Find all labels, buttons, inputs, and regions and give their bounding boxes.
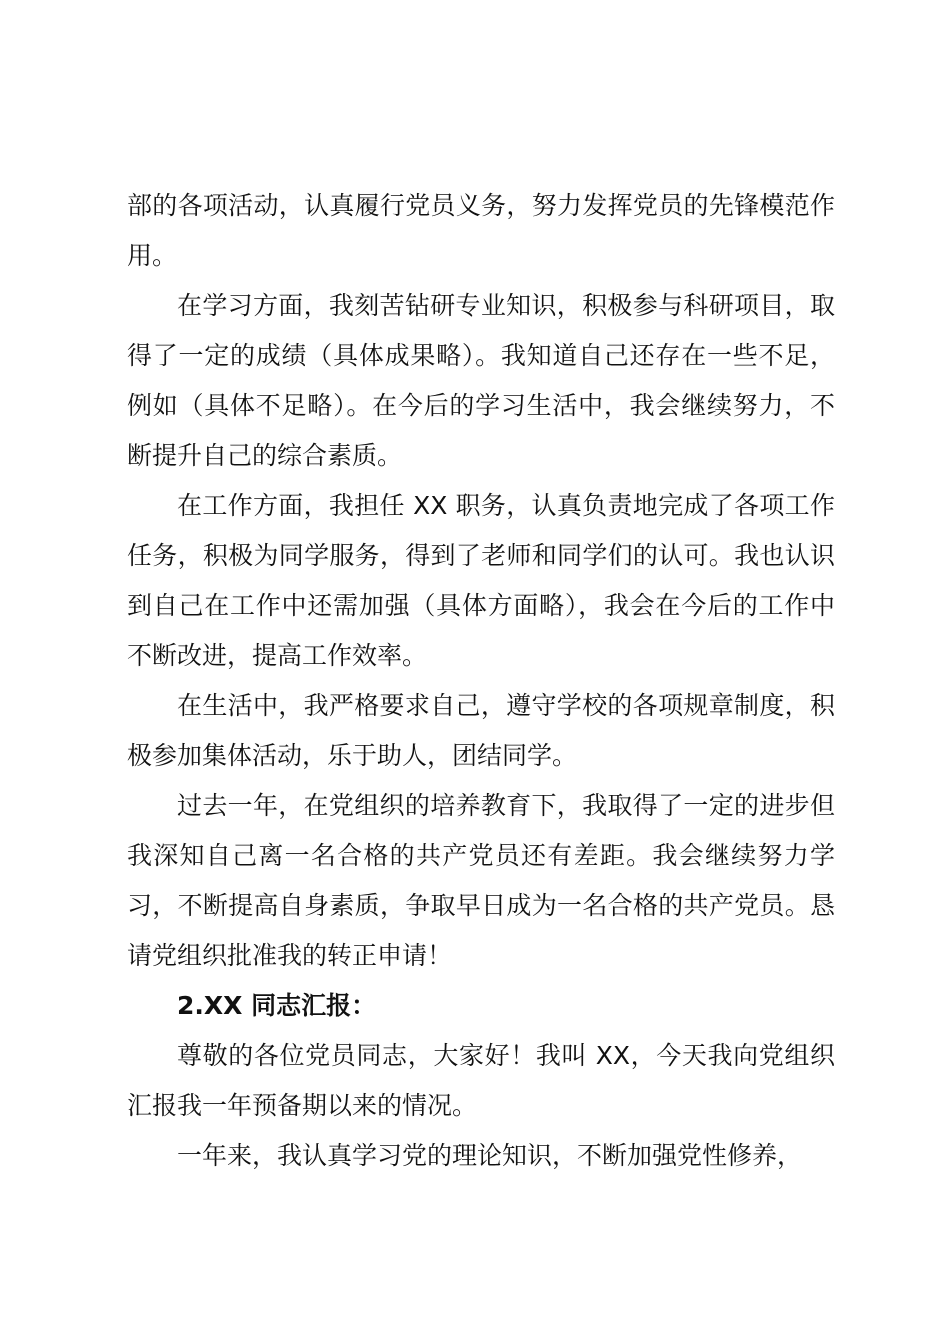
- paragraph-work: 在工作方面，我担任 XX 职务，认真负责地完成了各项工作任务，积极为同学服务，得到了老师和同学们的认可。我也认识到自己在工作中还需加强（具体方面略），我会在今后的工作中不断改进，提高工作效率。: [127, 491, 835, 670]
- paragraph-study: 在学习方面，我刻苦钻研专业知识，积极参与科研项目，取得了一定的成绩（具体成果略）。我知道自己还存在一些不足，例如（具体不足略）。在今后的学习生活中，我会继续努力，不断提升自己的综合素质。: [127, 291, 835, 470]
- paragraph-conclusion: 过去一年，在党组织的培养教育下，我取得了一定的进步但我深知自己离一名合格的共产党员还有差距。我会继续努力学习，不断提高自身素质，争取早日成为一名合格的共产党员。恳请党组织批准我的转正申请！: [127, 791, 835, 970]
- paragraph-life: 在生活中，我严格要求自己，遵守学校的各项规章制度，积极参加集体活动，乐于助人，团结同学。: [127, 691, 835, 770]
- paragraph-continuation: 部的各项活动，认真履行党员义务，努力发挥党员的先锋模范作用。: [127, 191, 835, 270]
- document-body: [127, 181, 835, 1181]
- section-heading: 2.XX 同志汇报：: [177, 991, 377, 1020]
- paragraph-report-start: 一年来，我认真学习党的理论知识，不断加强党性修养，: [177, 1141, 803, 1170]
- paragraph-greeting: 尊敬的各位党员同志，大家好！我叫 XX，今天我向党组织汇报我一年预备期以来的情况。: [127, 1041, 835, 1120]
